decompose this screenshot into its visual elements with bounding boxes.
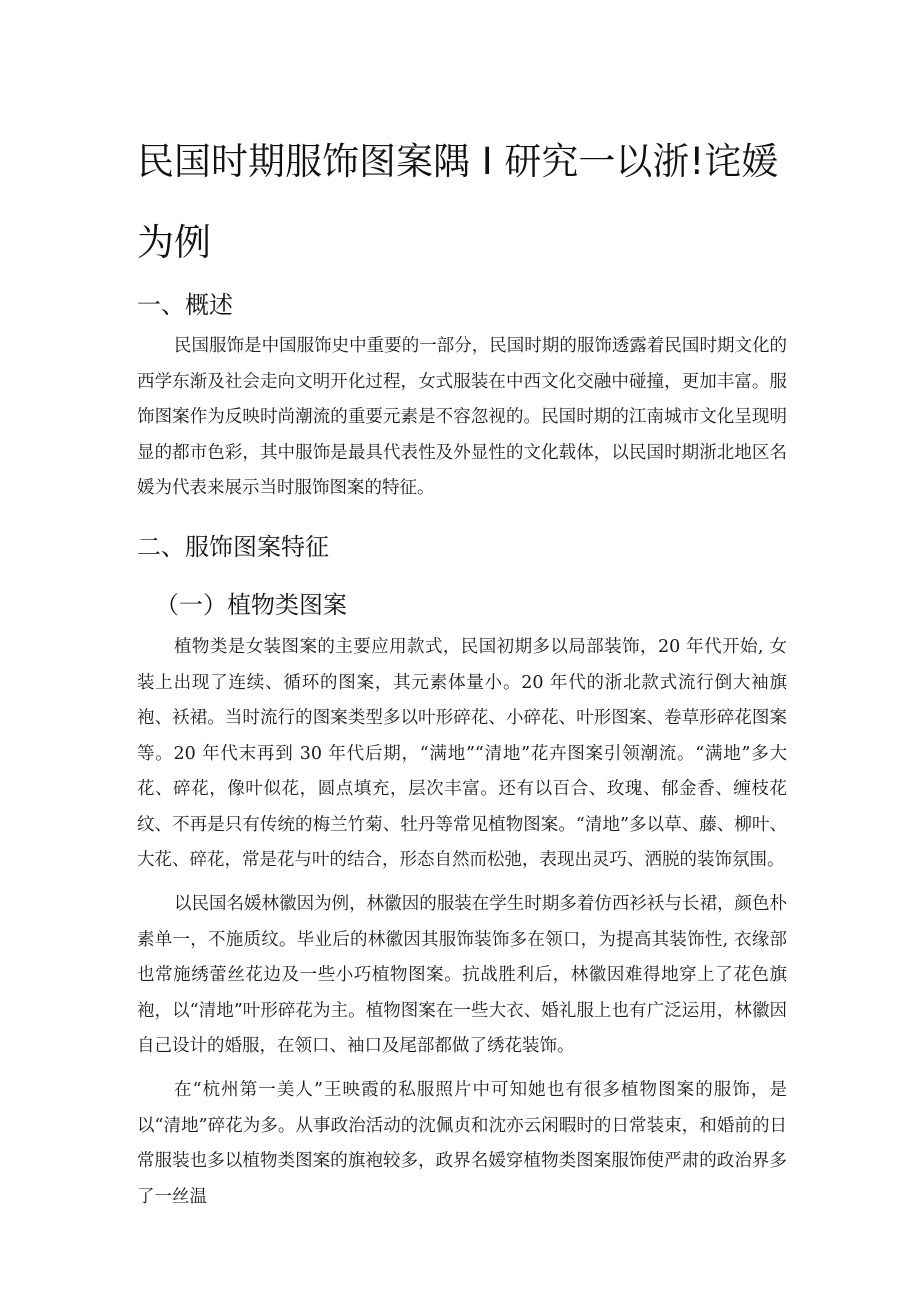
plant-patterns-paragraph-2: 以民国名媛林徽因为例，林徽因的服装在学生时期多着仿西衫袄与长裙，颜色朴素单一，不施质纹。毕业后的林徽因其服饰装饰多在领口，为提高其装饰性, 衣缘部也常施绣蕾丝花边及一些小巧植物图案。抗战胜利后，林徽因难得地穿上了花色旗袍，以“清地”叶形碎花为主。植物图案在一些大衣、婚礼服上也有广泛运用，林徽因自己设计的婚服，在领口、袖口及尾部都做了绣花装饰。 bbox=[137, 894, 787, 1056]
section-heading-pattern-features: 二、服饰图案特征 bbox=[137, 533, 329, 561]
document-title-line-1: 民国时期服饰图案隅 I 研究一以浙!诧媛 bbox=[137, 140, 779, 183]
subsection-heading-plant-patterns: （一）植物类图案 bbox=[155, 591, 347, 619]
plant-patterns-paragraph-3: 在“杭州第一美人”王映霞的私服照片中可知她也有很多植物图案的服饰，是以“清地”碎花为多。从事政治活动的沈佩贞和沈亦云闲暇时的日常装束，和婚前的日常服装也多以植物类图案的旗袍较多，政界名媛穿植物类图案服饰使严肃的政治界多了一丝温 bbox=[137, 1080, 787, 1207]
overview-paragraph: 民国服饰是中国服饰史中重要的一部分，民国时期的服饰透露着民国时期文化的西学东渐及社会走向文明开化过程，女式服装在中西文化交融中碰撞，更加丰富。服饰图案作为反映时尚潮流的重要元素是不容忽视的。民国时期的江南城市文化呈现明显的都市色彩，其中服饰是最具代表性及外显性的文化载体，以民国时期浙北地区名媛为代表来展示当时服饰图案的特征。 bbox=[137, 336, 787, 498]
document-title-line-2: 为例 bbox=[137, 221, 211, 264]
plant-patterns-paragraph-1: 植物类是女装图案的主要应用款式，民国初期多以局部装饰，20 年代开始, 女装上出现了连续、循环的图案，其元素体量小。20 年代的浙北款式流行倒大袖旗袍、袄裙。当时流行的图案类型多以叶形碎花、小碎花、叶形图案、卷草形碎花图案等。20 年代末再到 30 年代后期，“满地”“清地”花卉图案引领潮流。“满地”多大花、碎花，像叶似花，圆点填充，层次丰富。还有以百合、玫瑰、郁金香、缠枝花纹、不再是只有传统的梅兰竹菊、牡丹等常见植物图案。“清地”多以草、藤、柳叶、大花、碎花，常是花与叶的结合，形态自然而松弛，表现出灵巧、洒脱的装饰氛围。 bbox=[137, 637, 787, 870]
section-heading-overview: 一、概述 bbox=[137, 291, 233, 319]
